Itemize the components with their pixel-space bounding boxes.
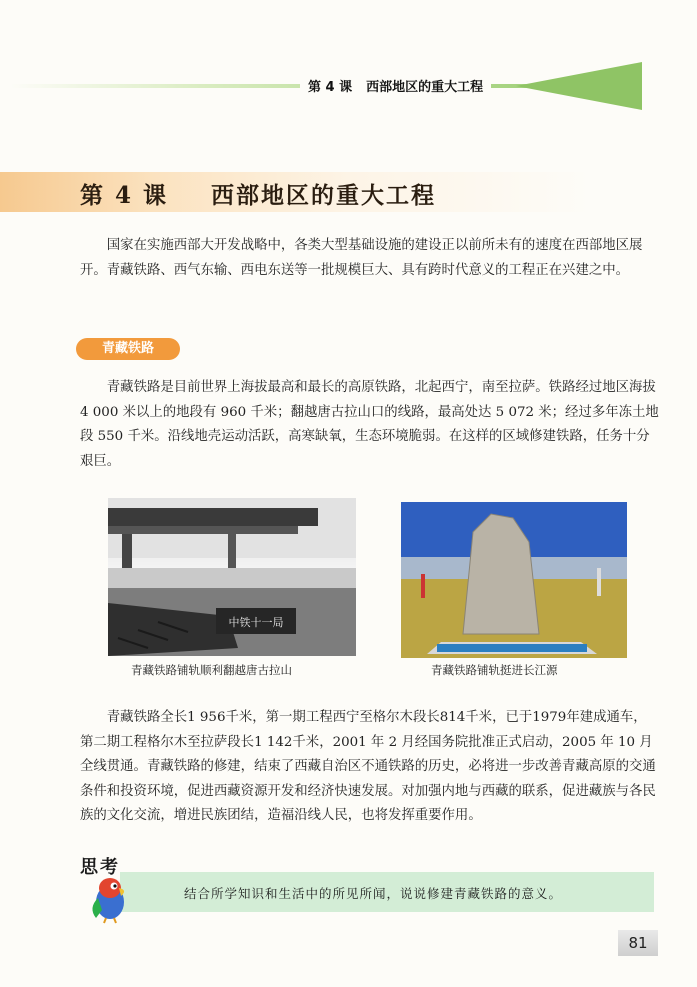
parrot-icon	[80, 868, 140, 924]
header-lesson: 第 4 课	[308, 80, 353, 95]
railway-paragraph-1: 青藏铁路是目前世界上海拔最高和最长的高原铁路，北起西宁，南至拉萨。铁路经过地区海拔 4 000 米以上的地段有 960 千米；翻越唐古拉山口的线路，最高处达 5 072 米；经过多年冻土地段 550 千米。沿线地壳运动活跃，高寒缺氧，生态环境脆弱。在这样的区域修建铁路，任务十分艰巨。	[80, 380, 659, 469]
sign-text: 中铁十一局	[228, 616, 284, 629]
caption-left-photo: 青藏铁路铺轨顺利翻越唐古拉山	[131, 663, 292, 677]
intro-paragraph: 国家在实施西部大开发战略中，各类大型基础设施的建设正以前所未有的速度在西部地区展开。青藏铁路、西气东输、西电东送等一批规模巨大、具有跨时代意义的工程正在兴建之中。	[80, 238, 643, 278]
track-machine-illustration	[108, 498, 356, 656]
section-tag-qingzang-railway: 青藏铁路	[76, 338, 180, 360]
caption-right-photo: 青藏铁路铺轨挺进长江源	[431, 663, 558, 677]
monument-illustration	[401, 502, 627, 658]
think-label: 思考	[80, 857, 120, 878]
running-header	[300, 76, 491, 95]
think-question: 结合所学知识和生活中的所见所闻，说说修建青藏铁路的意义。	[184, 886, 563, 901]
header-title: 西部地区的重大工程	[366, 80, 484, 95]
photo-track-laying-tanggula	[108, 498, 356, 656]
lesson-title: 西部地区的重大工程	[211, 182, 436, 209]
page-number: 81	[618, 930, 658, 956]
photo-yangtze-source-monument	[401, 502, 627, 658]
railway-paragraph-2: 青藏铁路全长1 956千米，第一期工程西宁至格尔木段长814千米，已于1979年建成通车，第二期工程格尔木至拉萨段长1 142千米，2001 年 2 月经国务院批准正式启动，2005 年 10 月全线贯通。青藏铁路的修建，结束了西藏自治区不通铁路的历史，必将进一步改善青藏高原的交通条件和投资环境，促进西藏资源开发和经济快速发展。对加强内地与西藏的联系，促进藏族与各民族的文化交流，增进民族团结，造福沿线人民，也将发挥重要作用。	[80, 710, 656, 823]
header-green-triangle	[516, 62, 642, 110]
lesson-number: 第 4 课	[80, 182, 169, 209]
